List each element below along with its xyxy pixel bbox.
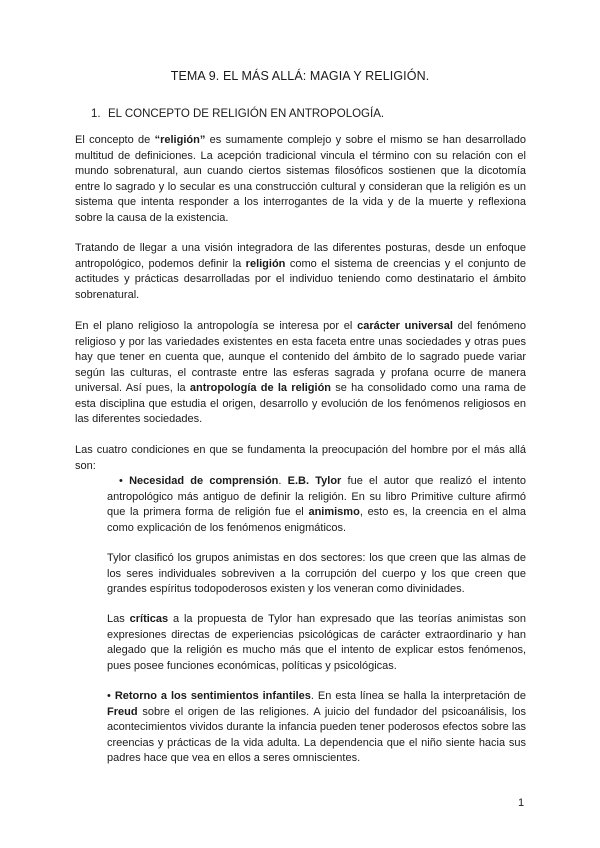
section-heading <box>91 108 384 120</box>
bold-term: religión <box>245 257 286 270</box>
bold-term: E.B. Tylor <box>287 475 342 487</box>
bold-term: Freud <box>107 705 138 718</box>
list-item-1-paragraph-2: Tylor clasificó los grupos animistas en dos sectores: los que creen que las almas de los seres individuales sobreviven a la corrupción del cuerpo y los que creen que grandes espíritus todopoderosos existen y los veneran como divinidades. <box>107 552 526 595</box>
bold-term: Necesidad de comprensión <box>129 475 279 487</box>
list-item-1 <box>107 474 526 536</box>
text: , esto es, la creencia en el alma como explicación de los fenómenos enigmáticos. <box>107 506 526 534</box>
bullet: • <box>107 690 115 702</box>
text: como el sistema de creencias y el conjunto de actitudes y prácticas desarrolladas por el individuo teniendo como destinatario el ámbito sobrenatural. <box>75 257 526 301</box>
bold-term: “religión” <box>154 134 206 146</box>
bullet: • <box>119 475 130 487</box>
section-number: 1. <box>91 108 101 120</box>
list-item-1-paragraph-3 <box>107 612 526 674</box>
bold-term: Retorno a los sentimientos infantiles <box>114 690 311 702</box>
text: es sumamente complejo y sobre el mismo se han desarrollado multitud de definiciones. La acepción tradicional vincula el término con su relación con el mundo sobrenatural, aun cuando ciertos sistemas filosóficos sostienen que la dicotomía entre lo sagrado y lo secular es una construcción cultural y consideran que la religión es un sistema que intenta responder a los interrogantes de la vida y de la muerte y reflexiona sobre la causa de la existencia. <box>75 134 526 224</box>
text: . <box>278 475 288 487</box>
text: se ha consolidado como una rama de esta disciplina que estudia el origen, desarrollo y evolución de los fenómenos religiosos en las diferentes sociedades. <box>75 382 526 425</box>
page-title: TEMA 9. EL MÁS ALLÁ: MAGIA Y RELIGIÓN. <box>170 69 430 83</box>
bold-term: carácter universal <box>357 320 453 332</box>
text: sobre el origen de las religiones. A juicio del fundador del psicoanálisis, los acontecimientos vividos durante la infancia pueden tener poderosos efectos sobre las creencias y prácticas de la vida adulta. La dependencia que el niño siente hacia sus padres hace que vea en ellos a seres omniscientes. <box>107 705 526 764</box>
text: Las <box>107 613 130 625</box>
paragraph-3 <box>75 319 526 428</box>
paragraph-2 <box>75 241 526 303</box>
text: . En esta línea se halla la interpretación de <box>310 690 526 702</box>
list-item-2 <box>107 689 526 767</box>
text: Tratando de llegar a una visión integradora de las diferentes posturas, desde un enfoque antropológico, podemos definir la <box>75 242 526 270</box>
paragraph-1 <box>75 133 526 226</box>
bold-term: antropología de la religión <box>189 382 332 394</box>
text: En el plano religioso la antropología se interesa por el <box>75 320 358 332</box>
paragraph-4: Las cuatro condiciones en que se fundamenta la preocupación del hombre por el más allá son: <box>75 444 526 472</box>
bold-term: críticas <box>129 613 169 625</box>
text: fue el autor que realizó el intento antropológico más antiguo de definir la religión. En su libro Primitive culture afirmó que la primera forma de religión fue el <box>107 475 526 518</box>
text: a la propuesta de Tylor han expresado que las teorías animistas son expresiones directas de experiencias psicológicas de carácter extraordinario y han alegado que la religión es mucho más que el intento de explicar estos fenómenos, pues posee funciones económicas, políticas y psicológicas. <box>107 613 526 672</box>
page-number: 1 <box>518 797 525 809</box>
text: El concepto de <box>75 134 155 146</box>
section-title: EL CONCEPTO DE RELIGIÓN EN ANTROPOLOGÍA. <box>108 108 385 120</box>
text: del fenómeno religioso y por las variedades existentes en esta faceta entre unas sociedades y otras pues hay que tener en cuenta que, aunque el contenido del ámbito de lo sagrado puede variar según las culturas, el contraste entre las esferas sagrada y profana ocurre de manera universal. Así pues, la <box>75 320 526 394</box>
bold-term: animismo <box>308 506 360 518</box>
